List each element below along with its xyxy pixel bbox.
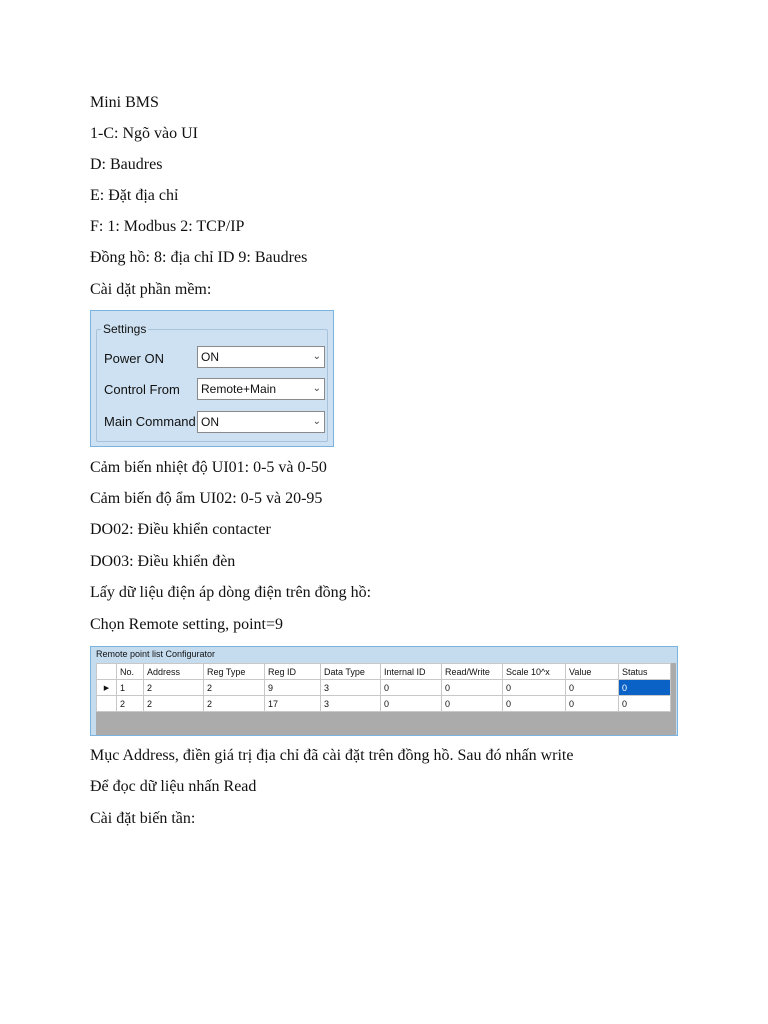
remote-point-panel <box>90 646 678 736</box>
doc-line-read: Để đọc dữ liệu nhấn Read <box>90 778 257 795</box>
power-on-value: ON <box>201 350 219 364</box>
doc-line-software: Cài dặt phần mềm: <box>90 281 212 298</box>
doc-line-d: D: Baudres <box>90 156 163 173</box>
table-cell[interactable]: 2 <box>204 696 265 712</box>
table-cell[interactable]: 0 <box>381 680 442 696</box>
table-cell[interactable]: 0 <box>503 696 566 712</box>
main-command-select[interactable] <box>197 411 325 433</box>
column-header[interactable]: Data Type <box>321 664 381 680</box>
table-cell[interactable]: 9 <box>265 680 321 696</box>
doc-line-address: Mục Address, điền giá trị địa chỉ đã cài đặt trên đồng hồ. Sau đó nhấn write <box>90 747 574 764</box>
settings-title: Settings <box>103 322 147 336</box>
doc-line-inverter: Cài đặt biến tần: <box>90 810 196 827</box>
table-cell[interactable]: 0 <box>566 696 619 712</box>
table-cell[interactable]: 1 <box>117 680 144 696</box>
control-from-value: Remote+Main <box>201 382 277 396</box>
table-cell[interactable]: 2 <box>204 680 265 696</box>
doc-line-1c: 1-C: Ngõ vào UI <box>90 125 198 142</box>
row-header[interactable] <box>97 696 117 712</box>
doc-line-do03: DO03: Điều khiển đèn <box>90 553 236 570</box>
column-header[interactable]: Read/Write <box>442 664 503 680</box>
doc-line-f: F: 1: Modbus 2: TCP/IP <box>90 218 245 235</box>
column-header[interactable]: Scale 10^x <box>503 664 566 680</box>
main-command-label: Main Command <box>104 414 196 429</box>
control-from-label: Control From <box>104 382 180 397</box>
column-header[interactable]: Address <box>144 664 204 680</box>
table-cell[interactable]: 3 <box>321 696 381 712</box>
doc-line-remote-setting: Chọn Remote setting, point=9 <box>90 616 284 633</box>
table-cell[interactable]: 2 <box>144 696 204 712</box>
table-cell[interactable]: 0 <box>503 680 566 696</box>
row-pointer-icon[interactable]: ▶ <box>97 680 117 696</box>
table-cell[interactable]: 0 <box>566 680 619 696</box>
power-on-select[interactable] <box>197 346 325 368</box>
chevron-down-icon: ⌄ <box>312 416 321 427</box>
doc-line-title: Mini BMS <box>90 94 159 111</box>
settings-panel <box>90 310 334 447</box>
column-header[interactable]: Internal ID <box>381 664 442 680</box>
column-header[interactable]: Reg Type <box>204 664 265 680</box>
table-row[interactable] <box>97 680 671 696</box>
remote-point-title: Remote point list Configurator <box>96 649 216 659</box>
doc-line-humid-sensor: Cảm biến độ ẩm UI02: 0-5 và 20-95 <box>90 490 323 507</box>
chevron-down-icon: ⌄ <box>312 383 321 394</box>
doc-line-temp-sensor: Cảm biến nhiệt độ UI01: 0-5 và 0-50 <box>90 459 327 476</box>
table-header-row <box>97 664 671 680</box>
column-header[interactable]: Status <box>619 664 671 680</box>
table-cell[interactable]: 2 <box>117 696 144 712</box>
doc-line-meter: Đồng hồ: 8: địa chỉ ID 9: Baudres <box>90 249 308 266</box>
power-on-label: Power ON <box>104 351 164 366</box>
remote-point-table <box>96 663 671 712</box>
chevron-down-icon: ⌄ <box>312 351 321 362</box>
table-cell[interactable]: 0 <box>442 680 503 696</box>
table-cell[interactable]: 2 <box>144 680 204 696</box>
table-cell[interactable]: 17 <box>265 696 321 712</box>
table-cell[interactable]: 0 <box>442 696 503 712</box>
table-cell-selected[interactable]: 0 <box>619 680 671 696</box>
table-cell[interactable]: 0 <box>381 696 442 712</box>
column-header[interactable]: No. <box>117 664 144 680</box>
table-row[interactable] <box>97 696 671 712</box>
column-header[interactable]: Reg ID <box>265 664 321 680</box>
table-cell[interactable]: 0 <box>619 696 671 712</box>
doc-line-e: E: Đặt địa chỉ <box>90 187 179 204</box>
table-cell[interactable]: 3 <box>321 680 381 696</box>
doc-line-meter-data: Lấy dữ liệu điện áp dòng điện trên đồng hồ: <box>90 584 372 601</box>
row-header-corner <box>97 664 117 680</box>
control-from-select[interactable] <box>197 378 325 400</box>
doc-line-do02: DO02: Điều khiển contacter <box>90 521 271 538</box>
remote-point-grid <box>96 663 676 736</box>
column-header[interactable]: Value <box>566 664 619 680</box>
main-command-value: ON <box>201 415 219 429</box>
